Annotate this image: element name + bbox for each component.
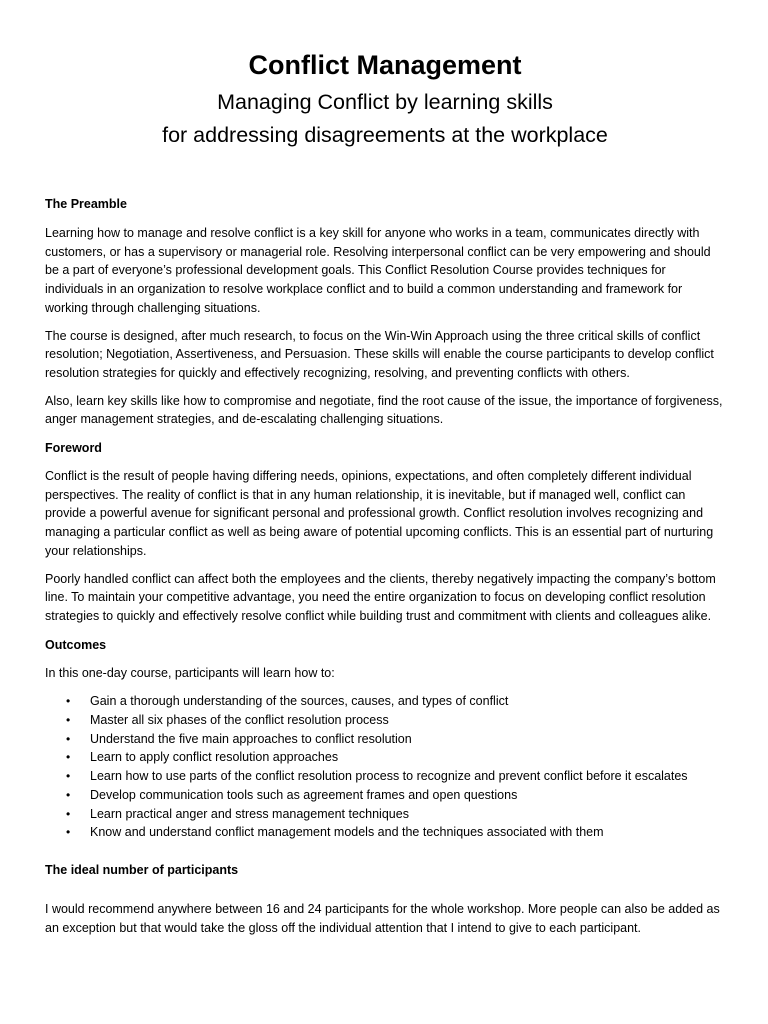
document-page (45, 48, 725, 937)
document-subtitle-line-2: for addressing disagreements at the workplace (162, 123, 608, 147)
foreword-section (45, 439, 725, 626)
list-item-text: Develop communication tools such as agreement frames and open questions (90, 787, 518, 802)
list-item-text: Gain a thorough understanding of the sources, causes, and types of conflict (90, 694, 509, 709)
participants-paragraph: I would recommend anywhere between 16 and 24 participants for the whole workshop. More people can also be added as an exception but that would take the gloss off the individual attention that I intend to give to each participant. (45, 901, 720, 935)
participants-section (45, 861, 725, 937)
preamble-paragraph: The course is designed, after much research, to focus on the Win-Win Approach using the three critical skills of conflict resolution; Negotiation, Assertiveness, and Persuasion. These skills will enable the course participants to develop conflict resolution strategies for quickly and effectively recognizing, resolving, and preventing conflicts with others. (45, 328, 714, 380)
document-title: Conflict Management (248, 50, 522, 80)
list-item-text: Master all six phases of the conflict resolution process (90, 713, 389, 728)
list-item (45, 748, 725, 767)
list-item-text: Know and understand conflict management models and the techniques associated with them (90, 825, 604, 840)
outcomes-section (45, 636, 725, 842)
preamble-paragraph: Learning how to manage and resolve conflict is a key skill for anyone who works in a team, communicates directly with customers, or has a supervisory or managerial role. Resolving interpersonal conflict can be very empowering and should be a part of everyone’s professional development goals. This Conflict Resolution Course provides techniques for individuals in an organization to resolve workplace conflict and to build a common understanding and framework for working through challenging situations. (45, 226, 711, 315)
list-item (45, 730, 725, 749)
list-item (45, 823, 725, 842)
preamble-heading: The Preamble (45, 197, 127, 211)
list-item-text: Learn how to use parts of the conflict resolution process to recognize and prevent conflict before it escalates (90, 769, 688, 784)
foreword-paragraph: Conflict is the result of people having differing needs, opinions, expectations, and often completely different individual perspectives. The reality of conflict is that in any human relationship, it is inevitable, but if managed well, conflict can provide a powerful avenue for significant personal and professional growth. Conflict resolution involves recognizing and managing a particular conflict as well as being aware of potential upcoming conflicts. This is an essential part of nurturing your relationships. (45, 469, 714, 558)
bullet-icon: • (66, 769, 71, 784)
preamble-section (45, 195, 725, 429)
outcomes-heading: Outcomes (45, 637, 107, 652)
foreword-paragraph: Poorly handled conflict can affect both the employees and the clients, thereby negatively impacting the company’s bottom line. To maintain your competitive advantage, you need the entire organization to focus on developing conflict resolution strategies to quickly and effectively resolve conflict while building trust and commitment with clients and colleagues alike. (45, 571, 716, 623)
document-subtitle-line-1: Managing Conflict by learning skills (217, 90, 553, 114)
bullet-icon: • (66, 750, 71, 765)
bullet-icon: • (66, 731, 71, 746)
list-item-text: Learn practical anger and stress management techniques (90, 806, 409, 821)
bullet-icon: • (66, 713, 71, 728)
bullet-icon: • (66, 806, 71, 821)
title-block (45, 48, 725, 152)
list-item (45, 786, 725, 805)
bullet-icon: • (66, 825, 71, 840)
participants-heading: The ideal number of participants (45, 862, 239, 877)
list-item (45, 767, 725, 786)
list-item (45, 711, 725, 730)
outcomes-list (45, 692, 725, 842)
outcomes-intro: In this one-day course, participants will learn how to: (45, 665, 335, 680)
preamble-paragraph: Also, learn key skills like how to compromise and negotiate, find the root cause of the issue, the importance of forgiveness, anger management strategies, and de-escalating challenging situations. (45, 393, 723, 427)
list-item (45, 805, 725, 824)
bullet-icon: • (66, 787, 71, 802)
foreword-heading: Foreword (45, 441, 102, 456)
list-item-text: Understand the five main approaches to conflict resolution (90, 731, 412, 746)
list-item (45, 692, 725, 711)
list-item-text: Learn to apply conflict resolution approaches (90, 750, 339, 765)
bullet-icon: • (66, 694, 71, 709)
